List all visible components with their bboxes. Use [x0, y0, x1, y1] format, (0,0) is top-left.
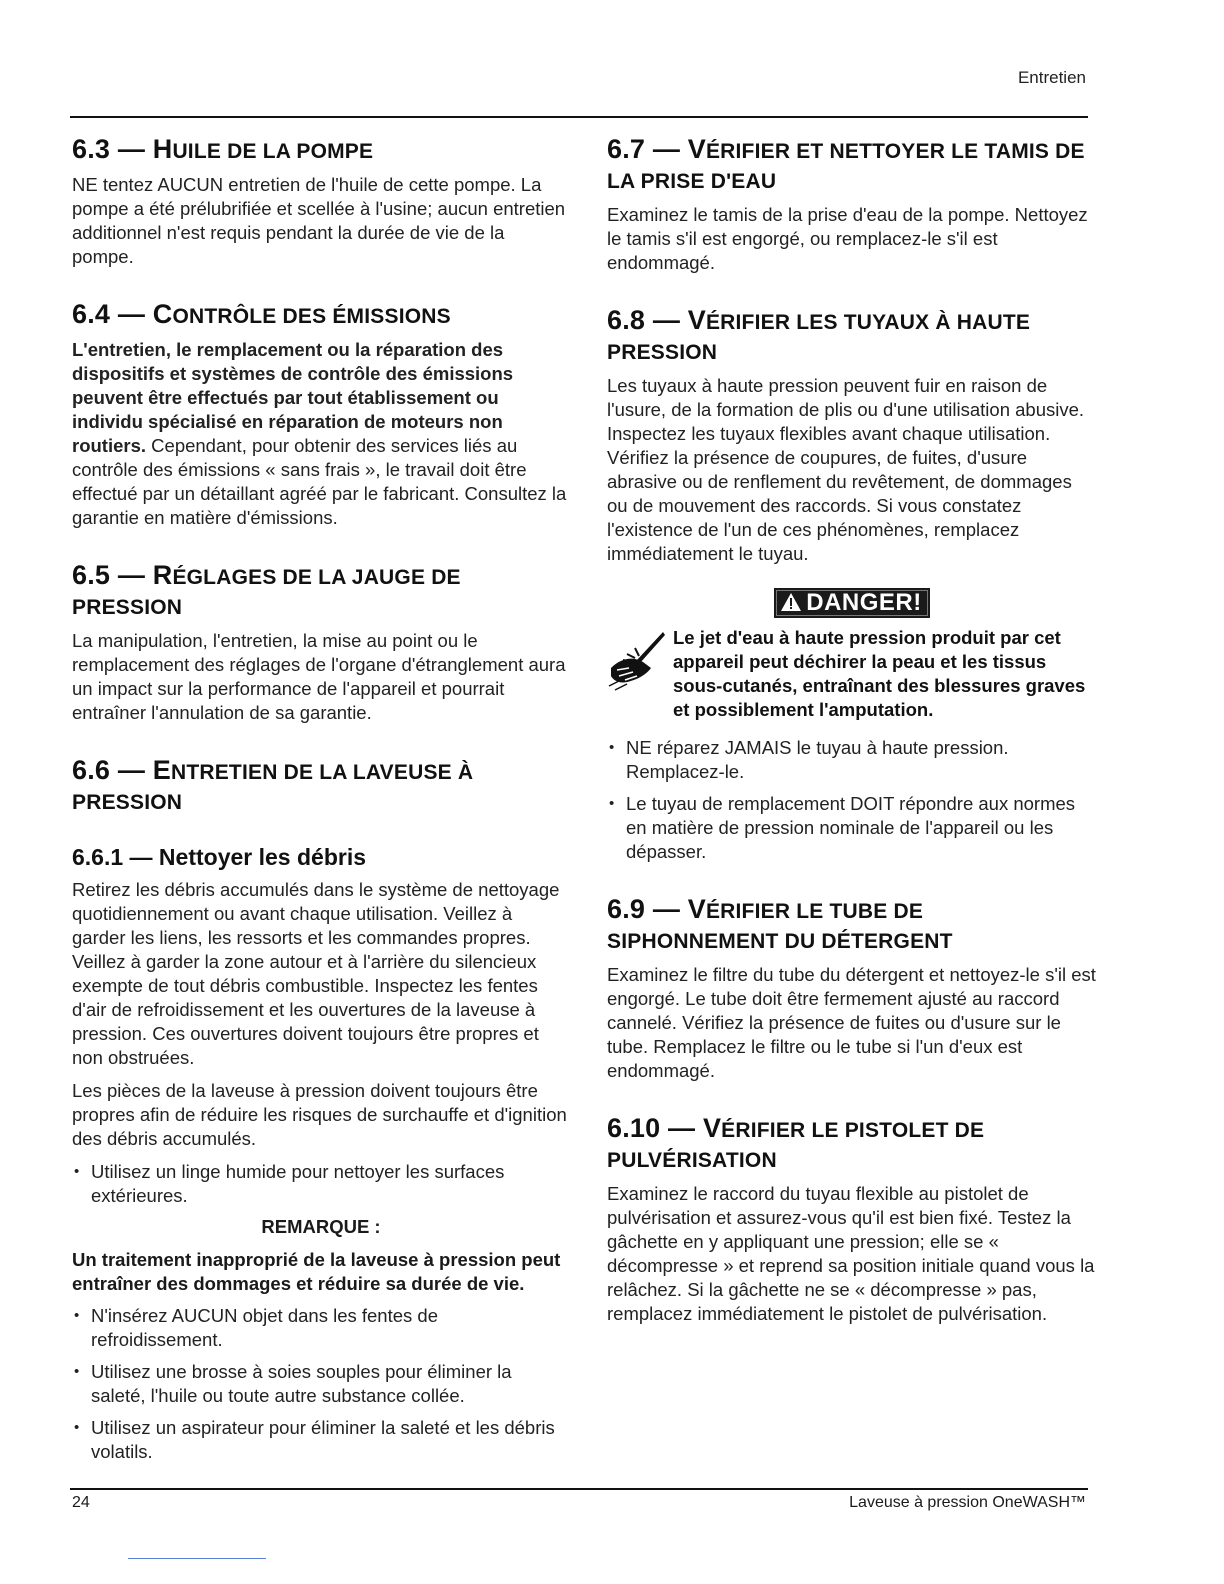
heading-6-9: 6.9 — VÉRIFIER LE TUBE DE SIPHONNEMENT DU DÉTERGENT [607, 894, 953, 953]
heading-6-4: 6.4 — CONTRÔLE DES ÉMISSIONS [72, 299, 451, 329]
paragraph-6-4: L'entretien, le remplacement ou la réparation des dispositifs et systèmes de contrôle des émissions peuvent être effectués par tout établissement ou individu spécialisé en réparation de moteurs non routiers. Cependant, pour obtenir des services liés au contrôle des émissions « sans frais », le travail doit être effectué par un détaillant agréé par le fabricant. Consultez la garantie en matière d'émissions. [72, 339, 567, 528]
running-head: Entretien [1017, 68, 1086, 87]
list-item: • Utilisez une brosse à soies souples pour éliminer la saleté, l'huile ou toute autre substance collée. [72, 1360, 570, 1408]
heading-6-3: 6.3 — HUILE DE LA POMPE [72, 134, 374, 164]
danger-badge: DANGER! [774, 588, 930, 618]
top-rule [70, 116, 1088, 118]
bullet-list-2 [72, 1304, 570, 1464]
left-column [72, 134, 570, 1472]
paragraph-6-7: Examinez le tamis de la prise d'eau de la pompe. Nettoyez le tamis s'il est engorgé, ou remplacez-le s'il est endommagé. [607, 204, 1088, 273]
heading-6-6-1: 6.6.1 — Nettoyer les débris [72, 844, 367, 870]
note-body: Un traitement inapproprié de la laveuse à pression peut entraîner des dommages et réduire sa durée de vie. [72, 1249, 561, 1294]
warning-triangle-icon [780, 592, 802, 612]
list-item: • Le tuyau de remplacement DOIT répondre aux normes en matière de pression nominale de l'appareil ou les dépasser. [607, 792, 1097, 864]
bullet-list-1 [72, 1160, 570, 1208]
high-pressure-injection-icon [607, 628, 671, 692]
list-item: • Utilisez un linge humide pour nettoyer les surfaces extérieures. [72, 1160, 570, 1208]
list-item: • Utilisez un aspirateur pour éliminer la saleté et les débris volatils. [72, 1416, 570, 1464]
paragraph-6-10: Examinez le raccord du tuyau flexible au pistolet de pulvérisation et assurez-vous qu'il est bien fixé. Testez la gâchette en y appliquant une pression; elle se « décompresse » et reprend sa position initiale quand vous la relâchez. Si la gâchette ne se « décompresse » pas, remplacez immédiatement le pistolet de pulvérisation. [607, 1183, 1095, 1324]
footer-link-underline [128, 1558, 266, 1559]
paragraph-6-5: La manipulation, l'entretien, la mise au point ou le remplacement des réglages de l'organe d'étranglement aura un impact sur la performance de l'appareil et pourrait entraîner l'annulation de sa garantie. [72, 630, 566, 723]
heading-6-8: 6.8 — VÉRIFIER LES TUYAUX À HAUTE PRESSION [607, 305, 1031, 364]
paragraph-6-6-1-b: Les pièces de la laveuse à pression doivent toujours être propres afin de réduire les risques de surchauffe et d'ignition des débris accumulés. [72, 1080, 567, 1149]
heading-6-5: 6.5 — RÉGLAGES DE LA JAUGE DE PRESSION [72, 560, 461, 619]
paragraph-6-9: Examinez le filtre du tube du détergent et nettoyez-le s'il est engorgé. Le tube doit être fermement ajusté au raccord cannelé. Vérifiez la présence de fuites ou d'usure sur le tube. Remplacez le filtre ou le tube si l'un d'eux est endommagé. [607, 964, 1096, 1081]
bullet-list-3 [607, 736, 1097, 864]
danger-warning [607, 626, 1097, 722]
heading-6-6: 6.6 — ENTRETIEN DE LA LAVEUSE À PRESSION [72, 755, 474, 814]
paragraph-6-6-1-a: Retirez les débris accumulés dans le système de nettoyage quotidiennement ou avant chaque utilisation. Veillez à garder les liens, les ressorts et les commandes propres. Veillez à garder la zone autour et à l'arrière du silencieux exempte de tout débris combustible. Inspectez les fentes d'air de refroidissement et les ouvertures de la laveuse à pression. Ces ouvertures doivent toujours être propres et non obstruées. [72, 879, 560, 1068]
paragraph-6-3: NE tentez AUCUN entretien de l'huile de cette pompe. La pompe a été prélubrifiée et scellée à l'usine; aucun entretien additionnel n'est requis pendant la durée de vie de la pompe. [72, 174, 566, 267]
danger-text: Le jet d'eau à haute pression produit par cet appareil peut déchirer la peau et les tissus sous-cutanés, entraînant des blessures graves et possiblement l'amputation. [673, 627, 1086, 720]
danger-banner [607, 588, 1097, 620]
list-item: • N'insérez AUCUN objet dans les fentes de refroidissement. [72, 1304, 570, 1352]
right-column [607, 134, 1097, 1326]
bottom-rule [70, 1488, 1088, 1490]
heading-6-10: 6.10 — VÉRIFIER LE PISTOLET DE PULVÉRISATION [607, 1113, 985, 1172]
paragraph-6-8: Les tuyaux à haute pression peuvent fuir en raison de l'usure, de la formation de plis ou d'une utilisation abusive. Inspectez les tuyaux flexibles avant chaque utilisation. Vérifiez la présence de coupures, de fuites, d'usure abrasive ou de renflement du revêtement, de dommages ou de mouvement des raccords. Si vous constatez l'existence de l'un de ces phénomènes, remplacez immédiatement le tuyau. [607, 375, 1085, 564]
list-item: • NE réparez JAMAIS le tuyau à haute pression. Remplacez-le. [607, 736, 1097, 784]
product-name: Laveuse à pression OneWASH™ [849, 1494, 1086, 1511]
note-title: REMARQUE : [261, 1216, 381, 1237]
page-number: 24 [72, 1494, 90, 1511]
heading-6-7: 6.7 — VÉRIFIER ET NETTOYER LE TAMIS DE LA PRISE D'EAU [607, 134, 1085, 193]
